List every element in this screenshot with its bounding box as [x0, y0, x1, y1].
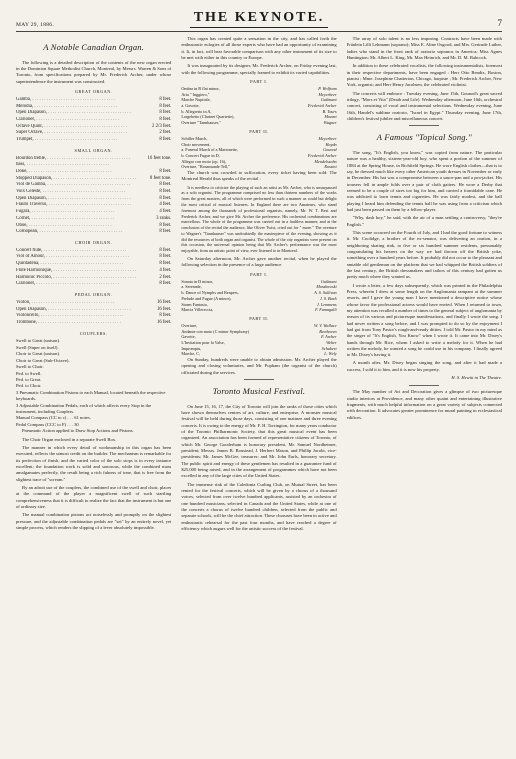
stop-row: [16, 261, 171, 268]
programme-piece: Prelude and Fugue (A minor),: [181, 295, 232, 301]
publication-title: THE KEYNOTE.: [190, 10, 329, 28]
couplers-list: [16, 338, 171, 415]
programme-composer: Meyerbeer: [318, 135, 337, 141]
song-paragraph: The song, "It's English, you know," was copied from nature. The particular nature was a healthy, sixteen-year-old boy, who spent a portion of the summer of 1884 at the Spring House, in Richfield Springs. He wore English clothes—that is to say, he dressed much like every other American youth dresses in November or early in December. His hat was a compromise between a sauce-pan and a pea-jacket. His trousers fell in ample folds over a pair of cloth gaiters. He wore a Derby that seemed to be a couple of sizes too big for him, and carried a formidable cane. He was addicted to lawn tennis and cigarettes. He was fairly modest, and the ball playing I heard him defending the tennis ball he was using from a criticism which had just been passed on them by a fellow-player.: [346, 149, 502, 212]
programme-piece: b. Concert Fugue in D,: [181, 152, 220, 158]
stop-row: [16, 216, 171, 223]
stop-name: Viol de Gamba, . . .: [16, 182, 156, 189]
festival-paragraph: The array of solo talent is no less imposing. Contracts have been made with Fräulein Lilli Lehmann (soprano); Miss E. Aline Osgood, and Mrs. Gertrude Luther, ladies who stand in the front rank of oratorio sopranos in America; Miss Agnes Huntington; Mr. Albert L. King, Mr. Max Heinrich, and Mr. D. M. Babcock.: [346, 36, 502, 60]
programme-composer: Meyerbeer: [318, 91, 337, 97]
coupler-item: Choir to Great (unison).: [16, 351, 61, 357]
programme-composer: Rossini: [324, 164, 337, 170]
stop-name: Clarionet, . . .: [16, 281, 156, 288]
programme-list: [181, 86, 336, 126]
stop-row: [16, 156, 171, 163]
programme-piece: Overture "Tannhauser,": [181, 120, 221, 126]
swell-organ-label: SMALL ORGAN.: [74, 147, 113, 153]
divider: [409, 385, 439, 386]
pneumatic-note: Pneumatic Action applied to Draw Stop Actions and Pistons.: [22, 428, 134, 434]
programme-part-label: PART I.: [250, 271, 268, 277]
stop-name: Cornet, . . .: [16, 216, 153, 223]
stop-row: [16, 209, 171, 216]
stop-size: 8 feet.: [159, 137, 172, 143]
stop-row: [16, 169, 171, 176]
stop-row: [16, 196, 171, 203]
song-paragraph: I wrote a letter, a few days subsequently, which was printed in the Philadelphia Press, wherein I drew at some length on the Anglomania rampant at the summer resorts, and I gave the young man I have mentioned a descriptive notice whose whose favor the professional actress would have envied. When I returned to town, my attention was recalled a number of times to the general subject of anglomania by reason of its various and picturesque manifestations, and finally I wrote the song. I had never written a song before, and I was prompted to do so by the enjoyment I had got from Tony Pastor's rough-and-ready ditties. I told Mr. Pastor in my mind as the singer of "It's English, You Know" when I wrote it. It came into Mr. Dixey's hands through Mr. Rice, whom I asked to write a melody for it. When he had written the melody, he wanted a song he could use in his company. I finally agreed to Mr. Dixey's having it.: [346, 282, 502, 358]
column-3: [347, 36, 502, 752]
stop-name: Flauto Traverso, . . .: [16, 202, 156, 209]
manual-compass: Manual Compass (CC to c) . . . 61 notes.: [16, 415, 91, 421]
stop-name: bass, . . .: [16, 162, 168, 169]
programme-composer: J. S. Bach: [319, 295, 337, 301]
herald-quote: It is needless to criticize the playing of such an artist as Mr. Archer, who is unsurpassed as a solo organist. The programme comprised no less than thirteen numbers of the works from the great masters, all of which were performed in such a manner as could but delight the most critical of musical listeners. In England there are two Amateurs, who stand foremost among the thousands of professional organists, namely, Mr. W. T. Best and Frederick Archer, and we give Mr. Archer the preference. His orchestral combinations are marvellous. The whole of the programme was carried out in a faultless manner, and at the conclusion of the recital the audience, like Oliver Twist, cried out for " more." The overture to Wagner's "Tannhauser" was undoubtedly the masterpiece of the evening, showing as it did the resources of both organ and organist. The whole of the city organists were present on this occasion, the universal opinion being that Mr. Archer's performance was the most enjoyable, from an artistic point of view, ever listened to in Montreal.: [181, 184, 337, 254]
programme-piece: a. Gavotte,: [181, 103, 200, 109]
column-1: [16, 36, 171, 752]
stop-row: [16, 117, 171, 124]
stop-row: [16, 307, 171, 314]
stop-size: 8 feet.: [159, 96, 172, 102]
stop-size: 4 feet.: [159, 267, 172, 273]
programme-piece: Allegro con moto (op. 16),: [181, 158, 227, 164]
stop-row: [16, 223, 171, 230]
stop-size: 16 feet.: [156, 319, 172, 325]
programme-piece: Storm Fantasia,: [181, 301, 208, 307]
programme-piece: Schiller March,: [181, 135, 208, 141]
programme-piece: Aria " Inggiero,": [181, 91, 210, 97]
programme-composer: P. Wolfram: [318, 86, 337, 92]
stop-name: Bourdon treble, . . .: [16, 156, 144, 163]
stop-row: [16, 124, 171, 131]
stop-size: 8 feet.: [159, 229, 172, 235]
stop-name: Octave Quint, . . .: [16, 124, 149, 131]
stop-size: 8 feet.: [159, 281, 172, 287]
art-decoration-paragraph: The May number of Art and Decoration gives a glimpse of two picturesque studio interiors at Providence, and many other quaint and entertaining illustrative fragments, with much helpful information on a great variety of subjects connected with decoration. It advocates greater prominence for mural painting in ecclesiastical edifices.: [346, 389, 502, 420]
programme-piece: Overture, "Rosamunde Tell,": [181, 164, 230, 170]
programme-composer: Mendelssohn: [314, 158, 337, 164]
stop-size: 8 feet.: [159, 116, 172, 122]
pedal-organ-list: [16, 300, 171, 327]
stop-size: 2 feet.: [159, 130, 172, 136]
song-paragraph: "Why, dash boy," he said, with the air of a man settling a controversy, "they're English.": [346, 215, 502, 227]
programme-item: [181, 307, 336, 313]
programme-composer: Guilmant: [320, 278, 337, 284]
stop-size: 8 feet.: [159, 313, 172, 319]
stop-row: [16, 189, 171, 196]
coupler-item: Swell to Great (unison).: [16, 338, 61, 344]
stop-row: [16, 176, 171, 183]
programme-composer: W. V. Wallace: [314, 322, 337, 328]
stop-size: 2 feet.: [159, 274, 172, 280]
programme-part-label: PART II.: [249, 128, 269, 134]
issue-date: MAY 29, 1886.: [16, 22, 55, 28]
programme-list: [181, 279, 336, 313]
stop-row: [16, 162, 171, 169]
stop-name: Cornopean, . . .: [16, 229, 156, 236]
stop-name: Open Diapason, . . .: [16, 307, 154, 314]
coupler-item: 3 Pneumatic Combination Pistons to each Manual, located beneath the respective keyboards.: [16, 389, 166, 402]
programme-composer: Haydn: [325, 141, 337, 147]
pedal-organ-label: PEDAL ORGAN.: [74, 292, 113, 297]
programme-piece: Marche, C,: [181, 351, 201, 357]
stop-size: 16 feet tone.: [147, 155, 172, 161]
programme-piece: Choir movement,: [181, 141, 211, 147]
stop-size: 8 feet.: [159, 103, 172, 109]
coupler-item: Ped. to Choir.: [16, 383, 42, 389]
choir-organ-label: CHOIR ORGAN.: [75, 239, 113, 245]
organ-paragraph: By an adroit use of the couplers, the combined use of the swell and choir, places at the command of the player a magnificent swell of such startling comprehensiveness that it is difficult to realize the fact that the instrument is but one of ordinary size.: [16, 484, 172, 509]
programme-item: [181, 120, 336, 126]
stop-name: Oboe, . . .: [16, 223, 156, 230]
programme-composer: Mozart: [324, 114, 337, 120]
stop-size: 8 feet tone.: [149, 175, 172, 181]
stop-name: Flute Harmonique, . . .: [16, 268, 156, 275]
stop-size: 8 feet.: [159, 182, 172, 188]
organ-paragraph: The manual combination pistons act noiselessly and promptly on the slightest pressure, and the adjustable combination pedals are "set" by an entirely novel, yet simple process, which renders the slipping of a lever absolutely impossible.: [16, 512, 172, 530]
programme-piece: a. Funeral March of a Marionette,: [181, 147, 238, 153]
stop-row: [16, 130, 171, 137]
programme-composer: Gounod: [323, 147, 337, 153]
stop-size: 8 feet.: [159, 168, 172, 174]
stop-row: [16, 254, 171, 261]
stop-row: [16, 97, 171, 104]
stop-row: [16, 110, 171, 117]
great-organ-label: GREAT ORGAN.: [74, 89, 113, 95]
stop-row: [16, 300, 171, 307]
programme-piece: Marcia Villereccia,: [181, 307, 214, 313]
song-heading: A Famous "Topical Song.": [376, 132, 472, 143]
coupler-item: Ped. to Swell.: [16, 370, 42, 376]
programme-part-label: PART II.: [249, 315, 269, 321]
stop-row: [16, 248, 171, 255]
programme-composer: Wagner: [323, 120, 337, 126]
stop-size: 8 feet.: [159, 261, 172, 267]
programme-piece: Overture,: [181, 322, 198, 328]
opening-paragraph: This organ has created quite a sensation in the city, and has called forth the enthusiastic eulogies of all those experts who have had an opportunity of examining it. It, in fact, will bear favorable comparison with any other instrument of its size to be met with either in this country or Europe.: [181, 36, 337, 60]
stop-name: Open Diapason, . . .: [16, 110, 156, 117]
stop-row: [16, 104, 171, 111]
programme-piece: Impromptu,: [181, 345, 202, 351]
stop-row: [16, 137, 171, 144]
song-signature: H. S. Hewitt in The Theatre.: [451, 375, 502, 381]
programme-piece: L'Invitation pour la Valse,: [181, 339, 225, 345]
divider: [409, 125, 439, 126]
stop-name: Melodia, . . .: [16, 104, 156, 111]
choir-organ-list: [16, 248, 171, 288]
stop-size: 3 ranks.: [156, 215, 172, 221]
stop-size: [168, 162, 171, 169]
stop-name: Stopped Diapason, . . .: [16, 176, 147, 183]
opening-paragraph: On Saturday afternoon, Mr. Archer gave another recital, when he played the following selection in the presence of a large audience.: [181, 256, 337, 268]
festival-paragraph: The immense rink of the Caledonia Curling Club, on Mutual Street, has been rented for the festival concerts, which will be given by a chorus of a thousand voices, selected from over twelve hundred applicants, assisted by an orchestra of one hundred musicians, selected in Canada and the United States, while at one of the concerts a chorus of twelve hundred children, selected from the public and separate schools, will be the chief attraction. These choruses have been in active and enthusiastic rehearsal for the past four months, and have reached a degree of efficiency which augurs well for the artistic success of the festival.: [181, 481, 337, 531]
stop-name: Doke, . . .: [16, 169, 156, 176]
stop-size: 8 feet.: [159, 254, 172, 260]
coupler-item: Swell (Super on itself).: [16, 344, 59, 350]
programme-composer: J. Lemmens: [316, 301, 337, 307]
organ-intro: The following is a detailed description of the contents of the new organ erected in the Dominion Square Methodist Church, Montreal, by Messrs. Warren & Sons of Toronto, from specifications prepared by Mr. Frederick Archer, under whose superintendence the instrument was constructed.: [16, 59, 172, 84]
coupler-item: Swell to Choir.: [16, 364, 44, 370]
programme-composer: L. Wely: [324, 351, 337, 357]
stop-row: [16, 268, 171, 275]
programme-piece: Marche Nuptiale,: [181, 97, 211, 103]
programme-list: [181, 136, 336, 170]
pedal-compass: Pedal Compass (CCC to F) . . . 30: [16, 421, 79, 427]
opening-paragraph: It was inaugurated by its designer, Mr. Frederick Archer, on Friday evening last, with the following programme, specially framed to exhibit its varied capabilities.: [181, 63, 337, 75]
festival-paragraph: On June 15, 16, 17, the City of Toronto will join the ranks of those cities which have shown themselves centres of art, culture, and enterprise. A monster musical festival will be held during those days, consisting of one matinee and three evening concerts. It is owing to the energy of Mr. F. H. Torrington, for many years conductor of the Toronto Philharmonic Society, that this great musical event has been organized. An association has been formed of representative citizens of Toronto, of which Mr. George Gooderham is honorary president, Mr. Samuel Nordheimer, president; Messrs. James B. Boustead, J. Herbert Mason, and Phillip Jacobi, vice-presidents; Mr. James McGee, treasurer; and Mr. John Earls, honorary secretary. The public spirit and energy of these gentlemen has resulted in a guarantee fund of $25,000 being raised, and in the arrangement of programmes which have not been excelled in any of the large cities of the United States.: [181, 403, 337, 479]
stop-size: 16 feet.: [156, 306, 172, 312]
programme-composer: Moszkowski: [316, 284, 337, 290]
stop-name: Trombone, . . .: [16, 320, 154, 327]
programme-piece: b. Allegretto in A,: [181, 108, 212, 114]
stop-size: 4 feet.: [159, 209, 172, 215]
stop-size: 8 feet.: [159, 110, 172, 116]
stop-name: Trumpet, . . .: [16, 137, 156, 144]
stop-row: [16, 313, 171, 320]
stop-name: Super Octave, . . .: [16, 130, 156, 137]
stop-name: Harmonic Piccolo, . . .: [16, 275, 156, 282]
programme-piece: Gavotte,: [181, 334, 196, 340]
stop-name: Concert flute, . . .: [16, 248, 156, 255]
stop-row: [16, 275, 171, 282]
programme-piece: a. Serenade,: [181, 284, 202, 290]
coupler-item: Choir to Great (Sub-Octave).: [16, 357, 70, 363]
organ-paragraph: The manner in which every detail of workmanship in this organ has been executed, reflects the utmost credit on the builder. The mechanism is remarkable for its perfection of finish, and the varied color of the solo stops is in every instance excellent; the foundation work is solid and sonorous, while the combined mass amalgamates perfectly, the result being a rich fulness of tone, that is free from the slightest trace of "scream.": [16, 444, 172, 482]
stop-name: Fugara, . . .: [16, 209, 156, 216]
page-number: 7: [497, 18, 502, 28]
programme-composer: F. Archer: [321, 334, 337, 340]
stop-row: [16, 281, 171, 288]
song-paragraph: A month after, Mr. Dixey began singing the song, and after it had made a success, I sold it to him, and it is now his property.: [346, 360, 502, 372]
stop-size: 8 feet.: [159, 222, 172, 228]
organ-heading: A Notable Canadian Organ.: [43, 42, 145, 52]
programme-composer: Frederick Archer: [307, 152, 337, 158]
coupler-item: Ped. to Great.: [16, 376, 42, 382]
stop-row: [16, 202, 171, 209]
programme-composer: B. Tours: [322, 108, 337, 114]
swell-organ-list: [16, 156, 171, 236]
stop-name: Clarionet, . . .: [16, 117, 156, 124]
stop-size: 4 feet.: [159, 202, 172, 208]
stop-size: 2 2/3 feet.: [152, 123, 172, 129]
coupler-item: 3 Adjustable Combination Pedals, each of which affects every Stop in the instrument, including Couplers.: [16, 402, 152, 415]
stop-row: [16, 182, 171, 189]
programme-piece: Ombra in B flat minor,: [181, 86, 220, 92]
stop-size: 8 feet.: [159, 195, 172, 201]
festival-heading: Toronto Musical Festival.: [212, 385, 306, 396]
stop-size: 8 feet.: [159, 189, 172, 195]
opening-paragraph: On Sunday, hundreds were unable to obtain admission. Mr. Archer played the opening and closing voluntaries, and Mr. Popham (the organist of the church) officiated during the services.: [181, 356, 337, 375]
stop-name: Viol of Amour, . . .: [16, 254, 156, 261]
column-2: [181, 36, 336, 752]
stop-row: [16, 320, 171, 327]
choir-enclosed-note: The Choir Organ enclosed in a separate Swell Box.: [22, 436, 117, 442]
stop-size: 16 feet.: [156, 299, 172, 305]
stop-name: Quintadena, . . .: [16, 261, 156, 268]
stop-size: 8 feet.: [159, 247, 172, 253]
programme-composer: F. Fumagalli: [315, 307, 337, 313]
stop-row: [16, 229, 171, 236]
programme-composer: Guilmant: [320, 97, 337, 103]
masthead: [16, 8, 502, 28]
masthead-rule: [16, 31, 502, 32]
programme-composer: A. S. Sullivan: [314, 290, 337, 296]
programme-composer: Frederick Archer: [307, 103, 337, 109]
opening-paragraph: The church was crowded to suffocation, every ticket having been sold. The Montreal Herald thus speaks of the recital :: [181, 169, 337, 182]
programme-composer: Beethoven: [319, 328, 337, 334]
programme-piece: Sonata in D minor,: [181, 278, 214, 284]
programme-composer: Schubert: [321, 345, 337, 351]
stop-name: Violon, . . .: [16, 300, 154, 307]
festival-paragraph: In addition to these celebrated vocalists, the following instrumentalists, foremost in their respective departments, have been engaged : Herr Otto Bendix, Boston, pianist ; Mme. Josephine Chatterton, Chicago, harpiste ; Mr. Frederick Archer, New York, organist; and Herr Henry Jacobsen, the celebrated violinist.: [346, 63, 502, 88]
great-organ-list: [16, 97, 171, 144]
programme-piece: Largehetto (Clarinet Quartette),: [181, 114, 235, 120]
programme-piece: b. Dance of Nymphs and Reapers,: [181, 290, 239, 296]
couplers-label: COUPLERS.: [79, 330, 108, 336]
stop-name: Gamba, . . .: [16, 97, 156, 104]
programme-part-label: PART I.: [250, 78, 268, 84]
divider: [244, 379, 274, 380]
programme-piece: Andante con moto (C minor Symphony): [181, 328, 250, 334]
stop-name: Open Diapason, . . .: [16, 196, 156, 203]
song-paragraph: This scene occurred on the Fourth of July, and I had the good fortune to witness it. Mr. Coolidge, a brother of the ex-senator, was delivering an oration, in a neighboring skating rink, to five or six hundred summer residents, presumably congratulating his hearers on the way we had thrown off the British yoke, something over a hundred years before. It probably did not occur to the pleasant and amiable old gentleman on the platform that we had whipped the British soldiers of the last century, the British dressmakers and tailors of this century had gotten us pretty much where they wanted us.: [346, 229, 502, 280]
stop-name: Violoncello, . . .: [16, 313, 156, 320]
programme-list: [181, 323, 336, 357]
stop-name: Voix Celeste, . . .: [16, 189, 156, 196]
festival-paragraph: The concerts will embrace : Tuesday evening, June 15th, Gounod's great sacred trilogy, "Mors et Vita" (Death and Life). Wednesday afternoon, June 16th, orchestral concert, consisting of vocal and instrumental selections. Wednesday evening, June 16th, Handel's sublime oratorio, "Israel in Egypt." Thursday evening, June 17th, children's festival jubilee and miscellaneous concert.: [346, 90, 502, 121]
programme-composer: Weber: [326, 339, 337, 345]
